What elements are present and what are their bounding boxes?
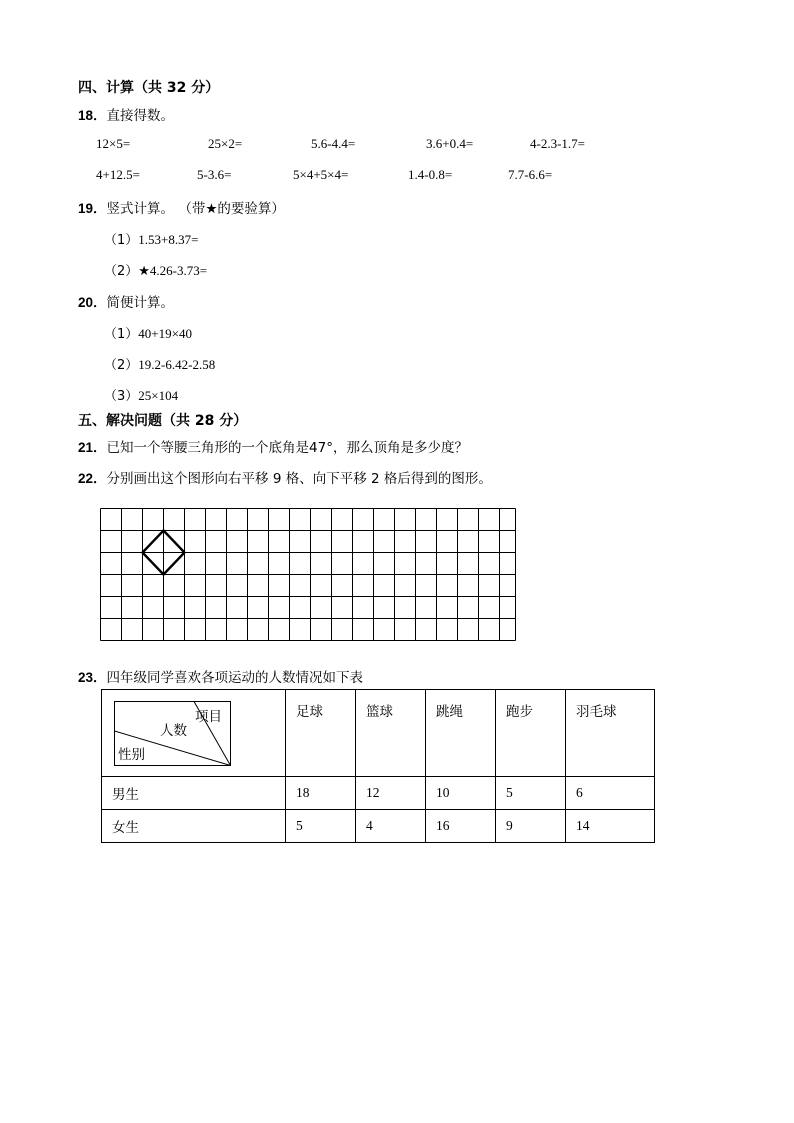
sub-item-expression: 19.2-6.42-2.58	[138, 357, 216, 372]
column-header: 跳绳	[426, 690, 496, 777]
column-header: 篮球	[356, 690, 426, 777]
sub-item	[104, 229, 198, 248]
sub-item-expression: 40+19×40	[138, 326, 192, 341]
question-23-number: 23．	[78, 670, 107, 685]
question-19-number: 19．	[78, 201, 107, 216]
table-cell: 14	[566, 810, 655, 843]
section-4-title: 四、计算（共 32 分）	[78, 80, 220, 96]
table-cell: 6	[566, 777, 655, 810]
question-18-text: 直接得数。	[106, 108, 175, 124]
header-label-item: 项目	[195, 709, 222, 725]
sub-item	[104, 260, 207, 279]
table-header-row	[102, 690, 655, 777]
question-19	[78, 197, 285, 217]
row-label: 男生	[102, 777, 286, 810]
sub-item	[104, 323, 192, 342]
table-cell: 10	[426, 777, 496, 810]
column-header: 羽毛球	[566, 690, 655, 777]
sub-item-label: （2）	[104, 358, 139, 373]
question-18-number: 18．	[78, 108, 107, 123]
sub-item	[104, 354, 215, 373]
question-23	[78, 666, 363, 686]
sub-item-expression: ★4.26-3.73=	[138, 263, 208, 278]
question-18	[78, 104, 174, 124]
calc-expression: 7.7-6.6=	[508, 167, 553, 182]
calc-expression: 5-3.6=	[197, 167, 232, 182]
calc-expression: 4-2.3-1.7=	[530, 136, 585, 151]
calc-expression: 5×4+5×4=	[293, 167, 349, 182]
sub-item-expression: 25×104	[138, 388, 179, 403]
calc-expression: 12×5=	[96, 136, 131, 151]
sports-table	[101, 689, 655, 843]
translation-grid	[100, 508, 518, 644]
calc-expression: 4+12.5=	[96, 167, 140, 182]
table-cell: 16	[426, 810, 496, 843]
question-20-text: 简便计算。	[106, 295, 175, 311]
column-header: 跑步	[496, 690, 566, 777]
table-cell: 5	[286, 810, 356, 843]
section-5-title: 五、解决问题（共 28 分）	[78, 413, 248, 429]
question-20-number: 20．	[78, 295, 107, 310]
sub-item-label: （1）	[104, 233, 139, 248]
column-header: 足球	[286, 690, 356, 777]
table-cell: 12	[356, 777, 426, 810]
calc-expression: 3.6+0.4=	[426, 136, 474, 151]
question-21-number: 21．	[78, 440, 107, 455]
table-cell: 4	[356, 810, 426, 843]
question-19-text: 竖式计算。 （带★的要验算）	[106, 201, 285, 217]
sub-item-label: （2）	[104, 264, 139, 279]
question-22	[78, 467, 492, 487]
calc-expression: 1.4-0.8=	[408, 167, 453, 182]
question-21-text: 已知一个等腰三角形的一个底角是47°，那么顶角是多少度？	[106, 440, 468, 456]
table-row	[102, 810, 655, 843]
table-cell: 5	[496, 777, 566, 810]
diagonal-header-cell	[102, 690, 286, 777]
calc-expression: 25×2=	[208, 136, 243, 151]
question-21	[78, 436, 468, 456]
header-label-gender: 性别	[118, 747, 145, 763]
sub-item	[104, 385, 178, 404]
question-20	[78, 291, 174, 311]
table-cell: 18	[286, 777, 356, 810]
question-22-text: 分别画出这个图形向右平移 9 格、向下平移 2 格后得到的图形。	[106, 471, 492, 487]
table-row	[102, 777, 655, 810]
calc-expression: 5.6-4.4=	[311, 136, 356, 151]
table-cell: 9	[496, 810, 566, 843]
header-label-people: 人数	[160, 723, 187, 739]
sub-item-expression: 1.53+8.37=	[138, 232, 199, 247]
question-22-number: 22．	[78, 471, 107, 486]
question-23-text: 四年级同学喜欢各项运动的人数情况如下表	[106, 670, 364, 686]
row-label: 女生	[102, 810, 286, 843]
sub-item-label: （1）	[104, 327, 139, 342]
sub-item-label: （3）	[104, 389, 139, 404]
